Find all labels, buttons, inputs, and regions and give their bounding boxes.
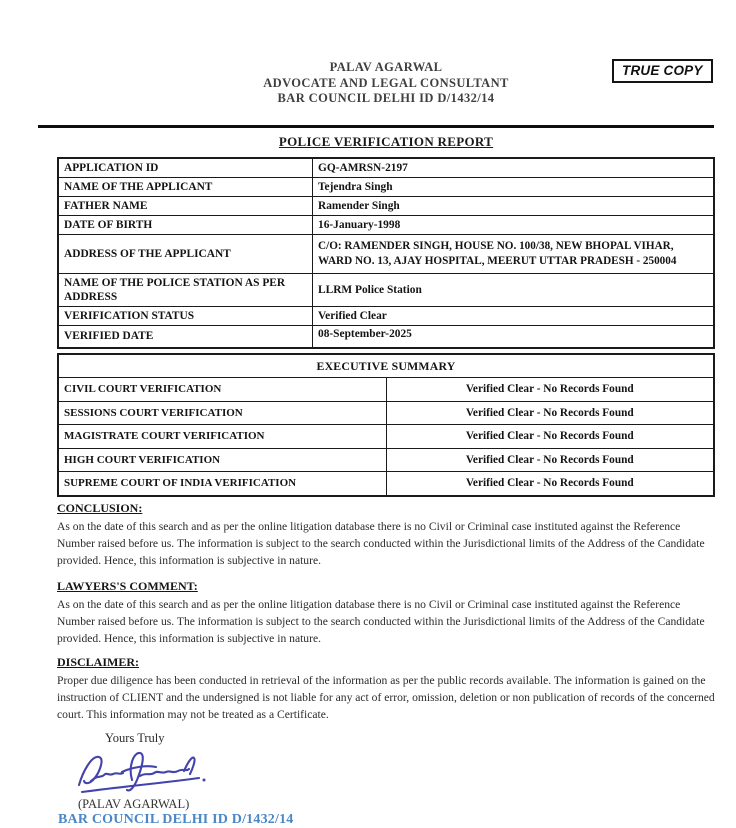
- salutation: Yours Truly: [105, 730, 165, 745]
- disclaimer-text: Proper due diligence has been conducted in retrieval of the information as per the public records available. The information is gained on the instruction of CLIENT and the undersigned is not liable for any act of error, omission, deletion or non publication of records of the concerned court. This information may not be treated as a Certificate.: [57, 673, 715, 721]
- row-label: APPLICATION ID: [58, 158, 313, 177]
- report-body: [57, 134, 715, 828]
- table-row: [58, 234, 714, 273]
- row-value: LLRM Police Station: [313, 273, 715, 306]
- lawyers-comment-heading: LAWYERS'S COMMENT:: [57, 578, 198, 593]
- advocate-role: ADVOCATE AND LEGAL CONSULTANT: [263, 75, 509, 90]
- row-value: 16-January-1998: [313, 215, 715, 234]
- row-label: CIVIL COURT VERIFICATION: [58, 378, 386, 402]
- row-value: Verified Clear - No Records Found: [386, 425, 714, 449]
- row-label: SUPREME COURT OF INDIA VERIFICATION: [58, 472, 386, 496]
- row-label: SESSIONS COURT VERIFICATION: [58, 401, 386, 425]
- handwritten-signature-icon: [72, 747, 217, 797]
- row-label: VERIFICATION STATUS: [58, 306, 313, 325]
- row-label: DATE OF BIRTH: [58, 215, 313, 234]
- row-label: HIGH COURT VERIFICATION: [58, 448, 386, 472]
- table-row: [58, 425, 714, 449]
- header-divider-line: [38, 125, 714, 128]
- table-row: [58, 325, 714, 348]
- row-value: Verified Clear - No Records Found: [386, 378, 714, 402]
- row-value: Verified Clear - No Records Found: [386, 472, 714, 496]
- row-value: Verified Clear: [313, 306, 715, 325]
- executive-summary-table: [57, 353, 715, 497]
- table-row: [58, 273, 714, 306]
- row-value: Tejendra Singh: [313, 177, 715, 196]
- row-value: Verified Clear - No Records Found: [386, 401, 714, 425]
- row-value: GQ-AMRSN-2197: [313, 158, 715, 177]
- row-label: VERIFIED DATE: [58, 325, 313, 348]
- row-label: FATHER NAME: [58, 196, 313, 215]
- lawyers-comment-text: As on the date of this search and as per the online litigation database there is no Civil or Criminal case instituted against the Reference Number raised before us. The information is subject to the search conducted within the Jurisdictional limits of the Address of the Candidate provided. Hence, this information is subjective in nature.: [57, 597, 705, 645]
- row-label: NAME OF THE APPLICANT: [58, 177, 313, 196]
- table-row: [58, 448, 714, 472]
- signed-name: (PALAV AGARWAL): [78, 796, 190, 811]
- row-value: Ramender Singh: [313, 196, 715, 215]
- executive-summary-title: EXECUTIVE SUMMARY: [58, 354, 714, 378]
- bar-council-id: BAR COUNCIL DELHI ID D/1432/14: [58, 811, 294, 827]
- table-row: [58, 472, 714, 496]
- table-row: [58, 158, 714, 177]
- table-row: [58, 401, 714, 425]
- true-copy-stamp: TRUE COPY: [612, 59, 713, 83]
- applicant-details-table: [57, 157, 715, 349]
- row-label: ADDRESS OF THE APPLICANT: [58, 234, 313, 273]
- report-title: POLICE VERIFICATION REPORT: [278, 134, 494, 149]
- row-label: MAGISTRATE COURT VERIFICATION: [58, 425, 386, 449]
- row-value: 08-September-2025: [313, 325, 715, 348]
- row-value: C/O: RAMENDER SINGH, HOUSE NO. 100/38, NEW BHOPAL VIHAR, WARD NO. 13, AJAY HOSPITAL, MEERUT UTTAR PRADESH - 250004: [313, 234, 715, 273]
- table-row: [58, 177, 714, 196]
- advocate-name: PALAV AGARWAL: [329, 60, 443, 74]
- table-row: [58, 306, 714, 325]
- table-row: [58, 196, 714, 215]
- table-row: [58, 215, 714, 234]
- table-row: [58, 378, 714, 402]
- row-value: Verified Clear - No Records Found: [386, 448, 714, 472]
- row-label: NAME OF THE POLICE STATION AS PER ADDRESS: [58, 273, 313, 306]
- advocate-bar-id: BAR COUNCIL DELHI ID D/1432/14: [277, 91, 495, 105]
- conclusion-text: As on the date of this search and as per the online litigation database there is no Civil or Criminal case instituted against the Reference Number raised before us. The information is subject to the search conducted within the Jurisdictional limits of the Address of the Candidate provided. Hence, this information is subjective in nature.: [57, 519, 705, 567]
- conclusion-heading: CONCLUSION:: [57, 500, 143, 515]
- executive-summary-header-row: [58, 354, 714, 378]
- disclaimer-heading: DISCLAIMER:: [57, 654, 140, 669]
